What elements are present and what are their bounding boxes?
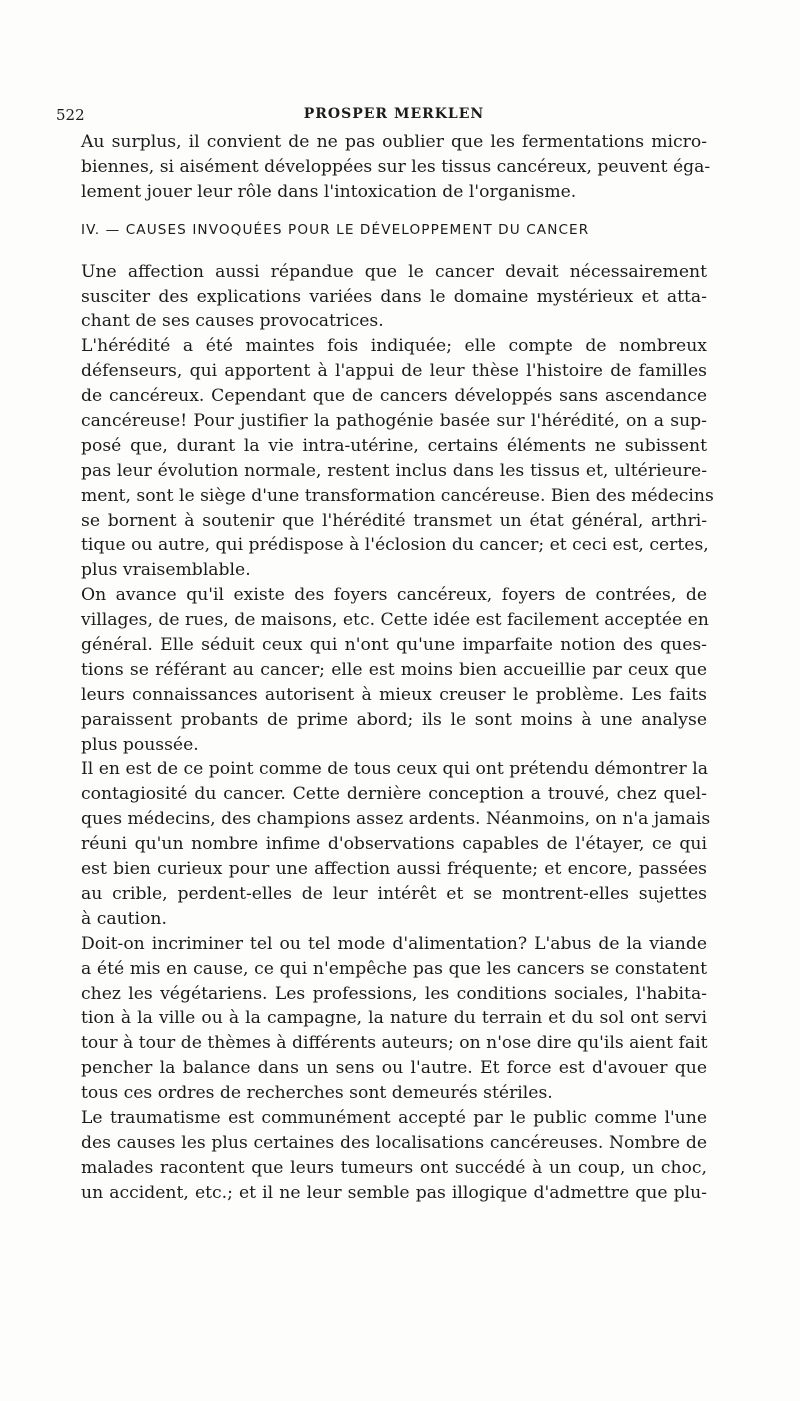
text-line: au crible, perdent-elles de leur intérêt et se montrent-elles sujettes bbox=[81, 883, 707, 904]
text-line: tions se référant au cancer; elle est moins bien accueillie par ceux que bbox=[81, 659, 707, 680]
text-line: Au surplus, il convient de ne pas oublier que les fermentations micro- bbox=[81, 132, 707, 152]
text-line: ment, sont le siège d'une transformation cancéreuse. Bien des médecins bbox=[81, 485, 714, 506]
text-line: réuni qu'un nombre infime d'observations capables de l'étayer, ce qui bbox=[81, 834, 707, 855]
text-line: plus vraisemblable. bbox=[81, 560, 251, 581]
text-line: tique ou autre, qui prédispose à l'éclosion du cancer; et ceci est, certes, bbox=[81, 535, 709, 556]
text-line: se bornent à soutenir que l'hérédité transmet un état général, arthri- bbox=[81, 510, 707, 531]
paragraph bbox=[81, 932, 707, 1106]
text-line: leurs connaissances autorisent à mieux creuser le problème. Les faits bbox=[81, 684, 707, 705]
paragraph bbox=[81, 260, 707, 335]
text-line: malades racontent que leurs tumeurs ont succédé à un coup, un choc, bbox=[81, 1157, 707, 1178]
text-line: posé que, durant la vie intra-utérine, certains éléments ne subissent bbox=[81, 435, 707, 456]
paragraph bbox=[81, 334, 714, 583]
text-line: a été mis en cause, ce qui n'empêche pas que les cancers se constatent bbox=[81, 958, 707, 979]
paragraph bbox=[81, 583, 707, 757]
text-line: tour à tour de thèmes à différents auteurs; on n'ose dire qu'ils aient fait bbox=[81, 1033, 708, 1054]
text-line: ques médecins, des champions assez ardents. Néanmoins, on n'a jamais bbox=[81, 809, 711, 830]
text-line: général. Elle séduit ceux qui n'ont qu'une imparfaite notion des ques- bbox=[81, 635, 707, 656]
text-line: à caution. bbox=[81, 908, 167, 929]
text-line: lement jouer leur rôle dans l'intoxication de l'organisme. bbox=[81, 181, 577, 202]
book-page bbox=[56, 104, 714, 1206]
text-line: paraissent probants de prime abord; ils le sont moins à une analyse bbox=[81, 709, 707, 730]
text-line: tion à la ville ou à la campagne, la nature du terrain et du sol ont servi bbox=[81, 1008, 707, 1029]
text-line: Le traumatisme est communément accepté par le public comme l'une bbox=[81, 1107, 707, 1128]
text-line: plus poussée. bbox=[81, 734, 199, 755]
paragraph bbox=[81, 130, 711, 205]
text-line: tous ces ordres de recherches sont demeurés stériles. bbox=[81, 1083, 553, 1104]
text-line: On avance qu'il existe des foyers cancéreux, foyers de contrées, de bbox=[81, 585, 707, 606]
text-line: susciter des explications variées dans le domaine mystérieux et atta- bbox=[81, 286, 707, 307]
running-title: PROSPER MERKLEN bbox=[303, 106, 485, 122]
paragraph bbox=[81, 757, 711, 931]
paragraph bbox=[81, 1106, 707, 1206]
text-line: pas leur évolution normale, restent inclus dans les tissus et, ultérieure- bbox=[81, 460, 707, 481]
text-line: défenseurs, qui apportent à l'appui de leur thèse l'histoire de familles bbox=[81, 361, 707, 382]
text-line: un accident, etc.; et il ne leur semble pas illogique d'admettre que plu- bbox=[81, 1182, 707, 1203]
text-line: biennes, si aisément développées sur les tissus cancéreux, peuvent éga- bbox=[81, 156, 711, 177]
text-line: villages, de rues, de maisons, etc. Cette idée est facilement acceptée en bbox=[81, 610, 709, 631]
running-header bbox=[56, 104, 707, 130]
text-line: L'hérédité a été maintes fois indiquée; elle compte de nombreux bbox=[81, 336, 707, 357]
text-line: Il en est de ce point comme de tous ceux qui ont prétendu démontrer la bbox=[81, 759, 708, 780]
text-line: cancéreuse! Pour justifier la pathogénie basée sur l'hérédité, on a sup- bbox=[81, 411, 707, 432]
text-line: chant de ses causes provocatrices. bbox=[81, 311, 384, 332]
text-line: contagiosité du cancer. Cette dernière conception a trouvé, chez quel- bbox=[81, 784, 707, 805]
text-line: des causes les plus certaines des localisations cancéreuses. Nombre de bbox=[81, 1132, 707, 1153]
section-heading: IV. — CAUSES INVOQUÉES POUR LE DÉVELOPPEMENT DU CANCER bbox=[81, 221, 590, 238]
text-line: Une affection aussi répandue que le cancer devait nécessairement bbox=[81, 261, 707, 282]
text-line: Doit-on incriminer tel ou tel mode d'alimentation? L'abus de la viande bbox=[81, 933, 707, 954]
page-number: 522 bbox=[56, 106, 85, 124]
text-line: de cancéreux. Cependant que de cancers développés sans ascendance bbox=[81, 386, 707, 407]
text-line: pencher la balance dans un sens ou l'autre. Et force est d'avouer que bbox=[81, 1058, 707, 1079]
text-line: est bien curieux pour une affection aussi fréquente; et encore, passées bbox=[81, 859, 707, 880]
text-line: chez les végétariens. Les professions, les conditions sociales, l'habita- bbox=[81, 983, 707, 1004]
